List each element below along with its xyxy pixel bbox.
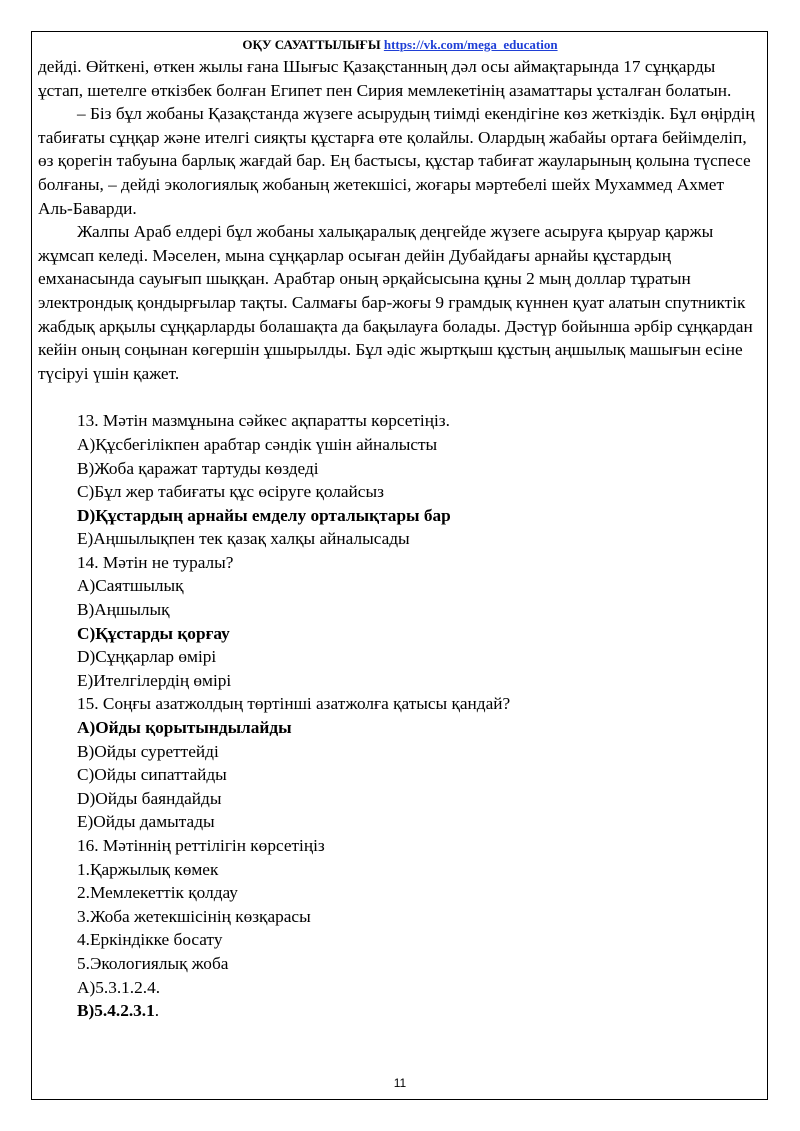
answer-option: E)Ойды дамытады (77, 812, 215, 832)
sequence-item: 3.Жоба жетекшісінің көзқарасы (77, 906, 311, 926)
sequence-item: 2.Мемлекеттік қолдау (77, 883, 238, 903)
sequence-item: 4.Еркіндікке босату (77, 930, 223, 950)
correct-answer: D)Құстардың арнайы емделу орталықтары бар (77, 505, 451, 525)
answer-option: C)Ойды сипаттайды (77, 765, 227, 785)
sequence-item: 5.Экологиялық жоба (77, 953, 229, 973)
passage (38, 55, 760, 385)
header-link[interactable]: https://vk.com/mega_education (383, 37, 558, 52)
passage-paragraph: – Біз бұл жобаны Қазақстанда жүзеге асырудың тиімді екендігіне көз жеткіздік. Бұл өңірдің табиғаты сұңқар және ителгі сияқты құстарға өте қолайлы. Олардың жабайы ортаға бейімделіп, өз қорегін табуына барлық жағдай бар. Ең бастысы, құстар табиғат жауларының қолына түспесе болғаны, – дейді экологиялық жобаның жетекшісі, жоғары мәртебелі шейх Мухаммед Ахмет Аль-Баварди. (38, 104, 755, 218)
trailing-period: . (154, 1001, 160, 1021)
question-14: 14. Мәтін не туралы? (77, 552, 234, 572)
correct-answer: B)5.4.2.3.1 (77, 1001, 155, 1021)
page-header (0, 37, 800, 53)
answer-option: C)Бұл жер табиғаты құс өсіруге қолайсыз (77, 482, 384, 502)
question-13: 13. Мәтін мазмұнына сәйкес ақпаратты көрсетіңіз. (77, 411, 450, 431)
passage-paragraph: Жалпы Араб елдері бұл жобаны халықаралық деңгейде жүзеге асыруға қыруар қаржы жұмсап келеді. Мәселен, мына сұңқарлар осыған дейін Дубайдағы арнайы құстардың емханасында сауығып шыққан. Арабтар оның әрқайсысына құны 2 мың доллар тұратын электрондық қондырғылар тақты. Салмағы бар-жоғы 9 грамдық күннен қуат алатын спутниктік жабдық арқылы сұңқарларды болашақта да бақылауға болады. Дәстүр бойынша әрбір сұңқардан кейін оның соңынан көгершін ұшырылды. Бұл әдіс жыртқыш құстың аңшылық машығын есіне түсіруі үшін қажет. (38, 222, 753, 383)
correct-answer: C)Құстарды қорғау (77, 623, 230, 643)
correct-answer: A)Ойды қорытындылайды (77, 718, 292, 738)
answer-option-line (77, 999, 760, 1023)
answer-option: A)Саятшылық (77, 576, 184, 596)
document-body (38, 55, 760, 1023)
answer-option: A)Құсбегілікпен арабтар сәндік үшін айналысты (77, 434, 438, 454)
answer-option: B)Ойды суреттейді (77, 741, 219, 761)
answer-option: E)Ителгілердің өмірі (77, 670, 232, 690)
answer-option: E)Аңшылықпен тек қазақ халқы айналысады (77, 529, 410, 549)
question-list (38, 409, 760, 1022)
header-title: ОҚУ САУАТТЫЛЫҒЫ (242, 37, 381, 52)
answer-option: D)Ойды баяндайды (77, 788, 222, 808)
sequence-item: 1.Қаржылық көмек (77, 859, 219, 879)
answer-option: B)Аңшылық (77, 600, 170, 620)
answer-option: D)Сұңқарлар өмірі (77, 647, 217, 667)
spacer (38, 385, 760, 409)
answer-option: B)Жоба қаражат тартуды көздеді (77, 458, 319, 478)
page-number: 11 (393, 1076, 407, 1090)
question-15: 15. Соңғы азатжолдың төртінші азатжолға қатысы қандай? (77, 694, 511, 714)
question-16: 16. Мәтіннің реттілігін көрсетіңіз (77, 836, 325, 855)
answer-option: A)5.3.1.2.4. (77, 977, 161, 997)
passage-paragraph: дейді. Өйткені, өткен жылы ғана Шығыс Қазақстанның дәл осы аймақтарында 17 сұңқарды ұстап, шетелге өткізбек болған Египет пен Сирия мемлекетінің азаматтары ұсталған болатын. (38, 57, 732, 100)
